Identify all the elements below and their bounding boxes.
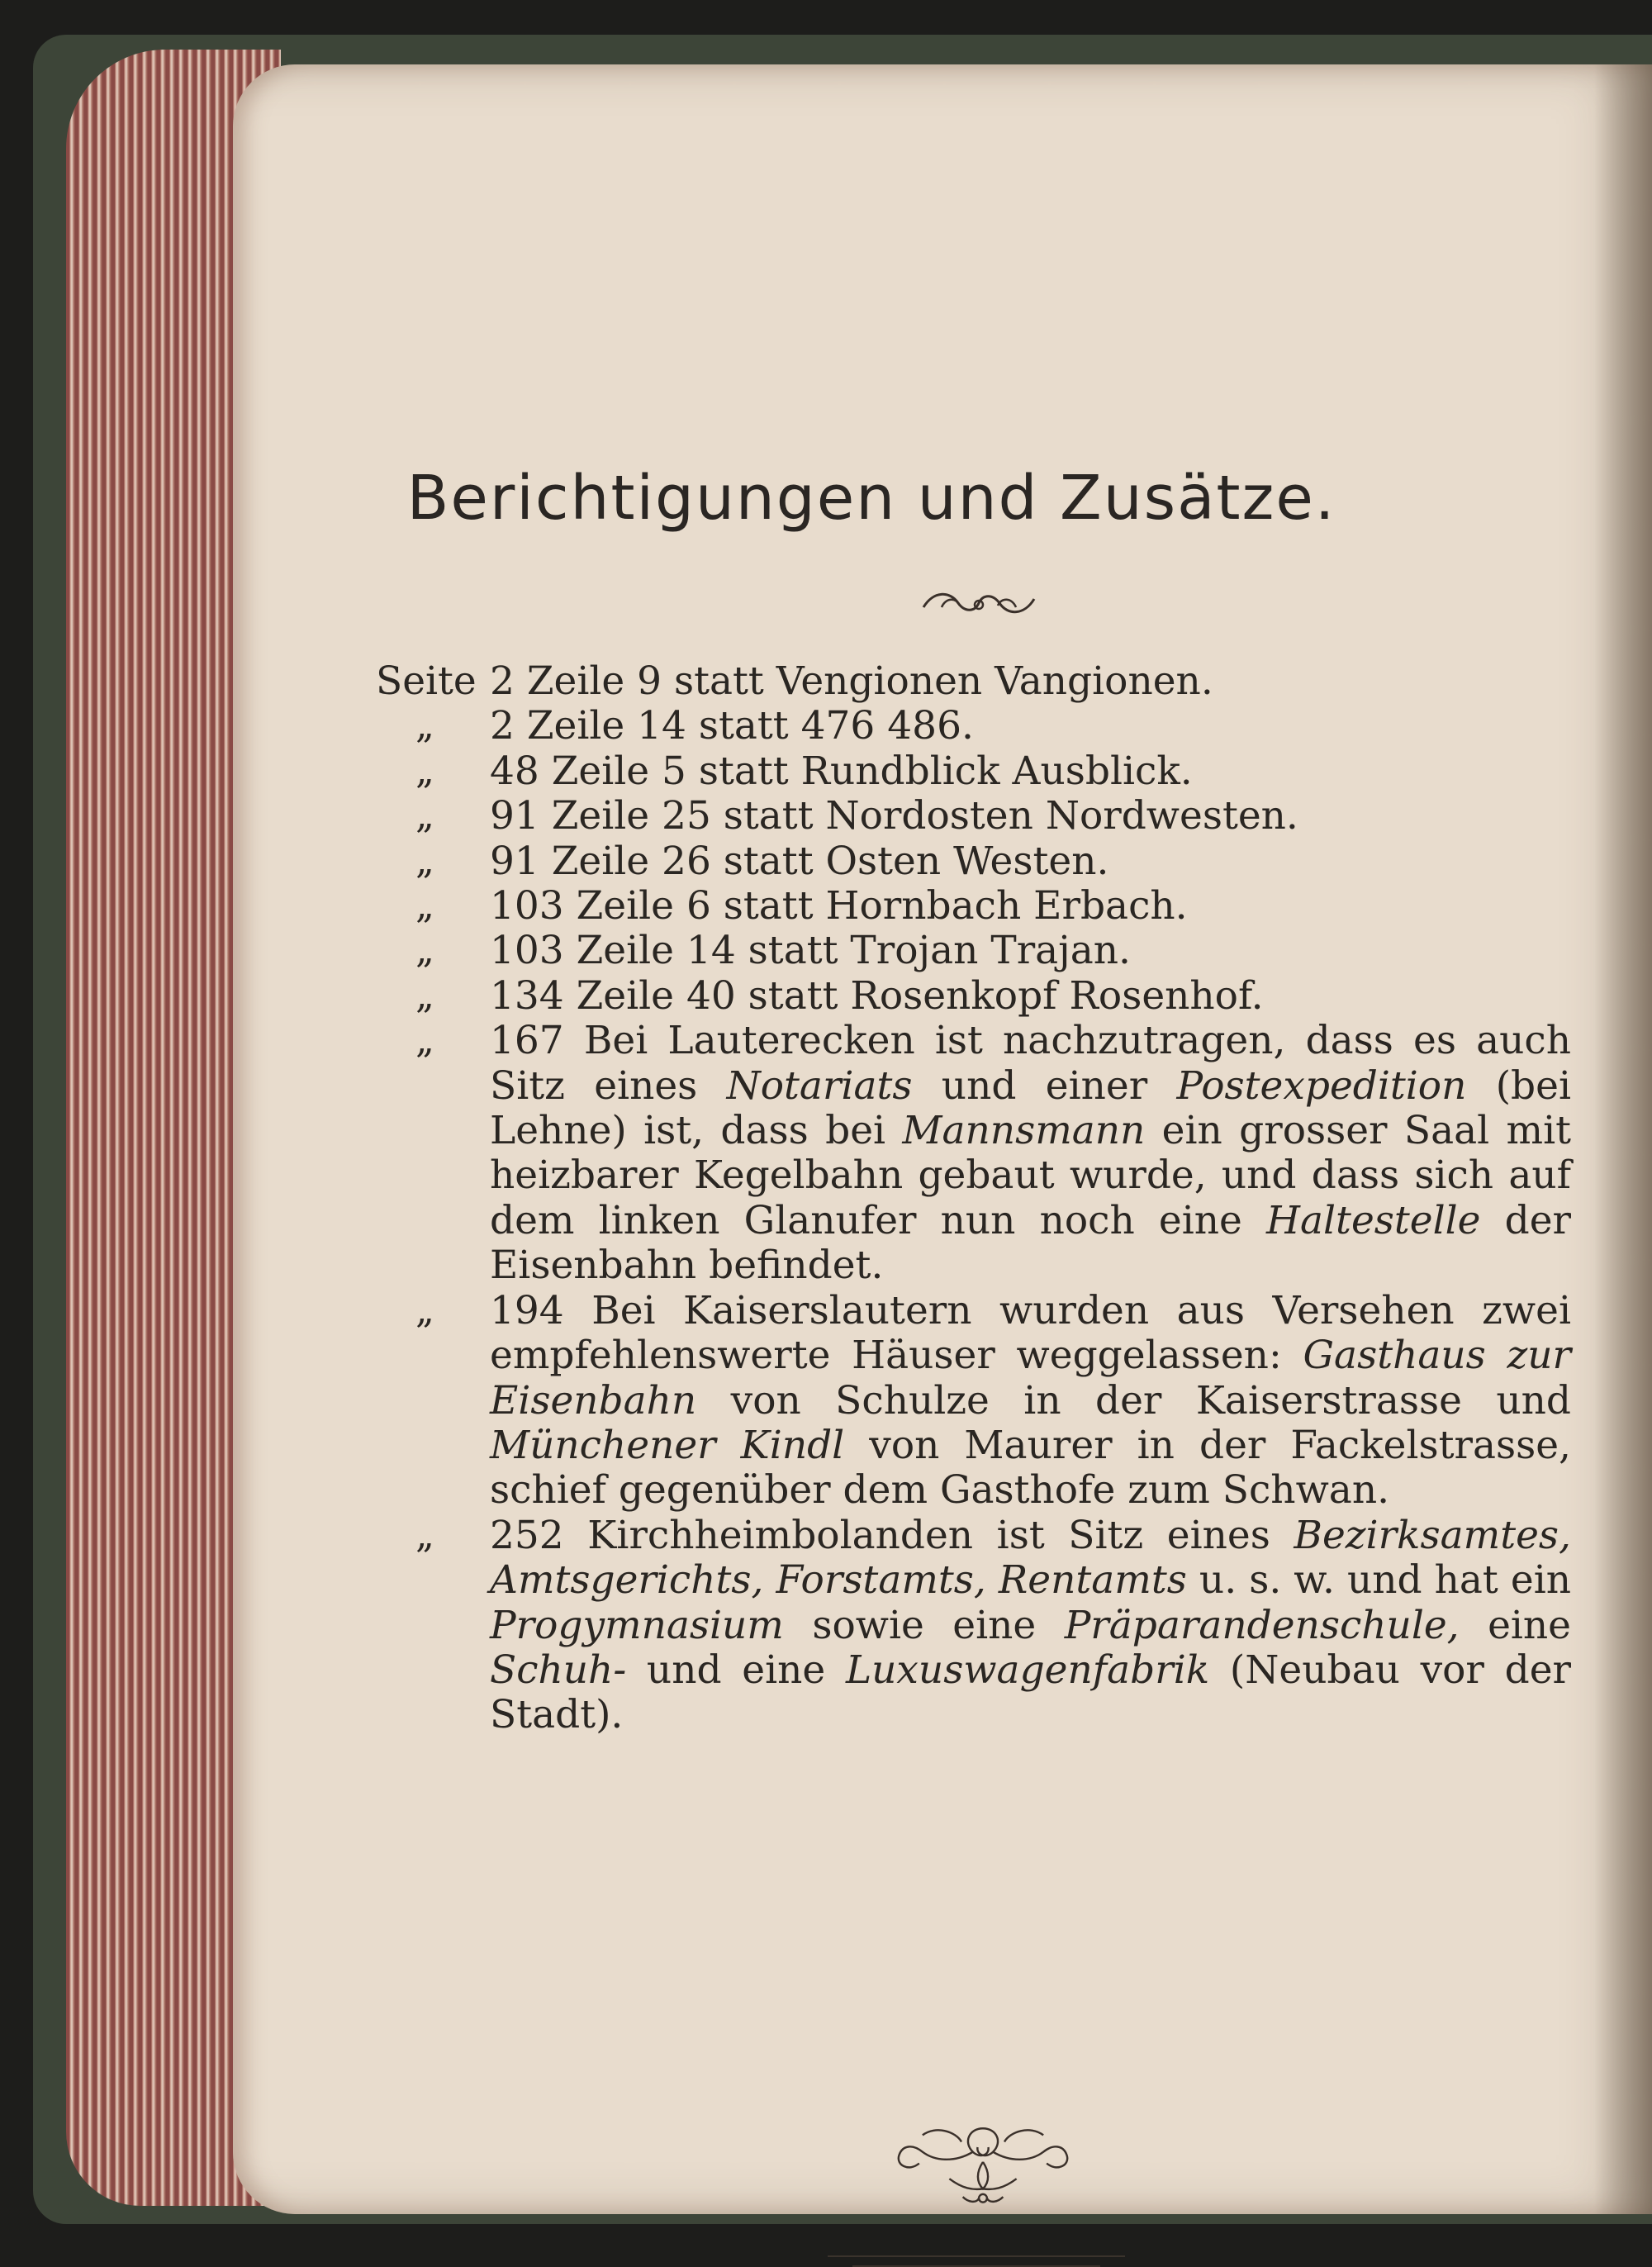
- list-item: [384, 839, 1571, 884]
- ditto-mark: „: [415, 1289, 434, 1332]
- ditto-mark: „: [415, 749, 434, 792]
- entry-text: 2 Zeile 9 statt Vengionen Vangionen.: [490, 658, 1213, 704]
- list-item: [376, 658, 1571, 704]
- small-ornament-icon: [917, 582, 1041, 624]
- entry-label: Seite: [376, 658, 477, 704]
- page-title: Berichtigungen und Zusätze.: [406, 463, 1336, 534]
- entry-text: 91 Zeile 26 statt Osten Westen.: [490, 838, 1109, 884]
- ditto-mark: „: [415, 1514, 434, 1556]
- list-item: [384, 884, 1571, 929]
- entry-text: 134 Zeile 40 statt Rosenkopf Rosenhof.: [490, 972, 1264, 1019]
- list-item: [384, 1289, 1571, 1514]
- divider-rule: [828, 2255, 1125, 2257]
- list-item: [384, 794, 1571, 839]
- list-item: [384, 929, 1571, 973]
- ditto-mark: „: [415, 1019, 434, 1062]
- ditto-mark: „: [415, 839, 434, 882]
- ditto-mark: „: [415, 795, 434, 838]
- corrections-list: [376, 658, 1571, 1738]
- ditto-mark: „: [415, 929, 434, 972]
- list-item: [384, 974, 1571, 1019]
- entry-text: 91 Zeile 25 statt Nordosten Nordwesten.: [490, 793, 1298, 839]
- entry-text: 252 Kirchheimbolanden ist Sitz eines Bezirksamtes, Amtsgerichts, Forstamts, Rentamts u. s. w. und hat ein Progymnasium sowie eine Präparandenschule, eine Schuh- und eine Luxuswagenfabrik (Neubau vor der Stadt).: [490, 1512, 1571, 1738]
- list-item: [384, 749, 1571, 794]
- entry-text: 103 Zeile 6 statt Hornbach Erbach.: [490, 883, 1188, 929]
- entry-text: 103 Zeile 14 statt Trojan Trajan.: [490, 928, 1131, 974]
- list-item: [384, 1514, 1571, 1738]
- page-gutter-shadow: [1594, 64, 1652, 2214]
- decorative-flourish-icon: [859, 2115, 1107, 2222]
- ditto-mark: „: [415, 885, 434, 928]
- entry-text: 167 Bei Lauterecken ist nachzutragen, dass es auch Sitz eines Notariats und einer Postexpedition (bei Lehne) ist, dass bei Mannsmann ein grosser Saal mit heizbarer Kegelbahn gebaut wurde, und dass sich auf dem linken Glanufer nun noch eine Haltestelle der Eisenbahn befindet.: [490, 1018, 1571, 1289]
- entry-text: 2 Zeile 14 statt 476 486.: [490, 703, 974, 749]
- end-ornament: [828, 2255, 1125, 2267]
- ditto-mark: „: [415, 974, 434, 1017]
- list-item: [384, 704, 1571, 749]
- list-item: [384, 1019, 1571, 1288]
- ditto-mark: „: [415, 705, 434, 748]
- entry-text: 48 Zeile 5 statt Rundblick Ausblick.: [490, 748, 1193, 794]
- entry-text: 194 Bei Kaiserslautern wurden aus Versehen zwei empfehlenswerte Häuser weggelassen: Gasthaus zur Eisenbahn von Schulze in der Kaiserstrasse und Münchener Kindl von Maurer in der Fackelstrasse, schief gegenüber dem Gasthofe zum Schwan.: [490, 1287, 1571, 1514]
